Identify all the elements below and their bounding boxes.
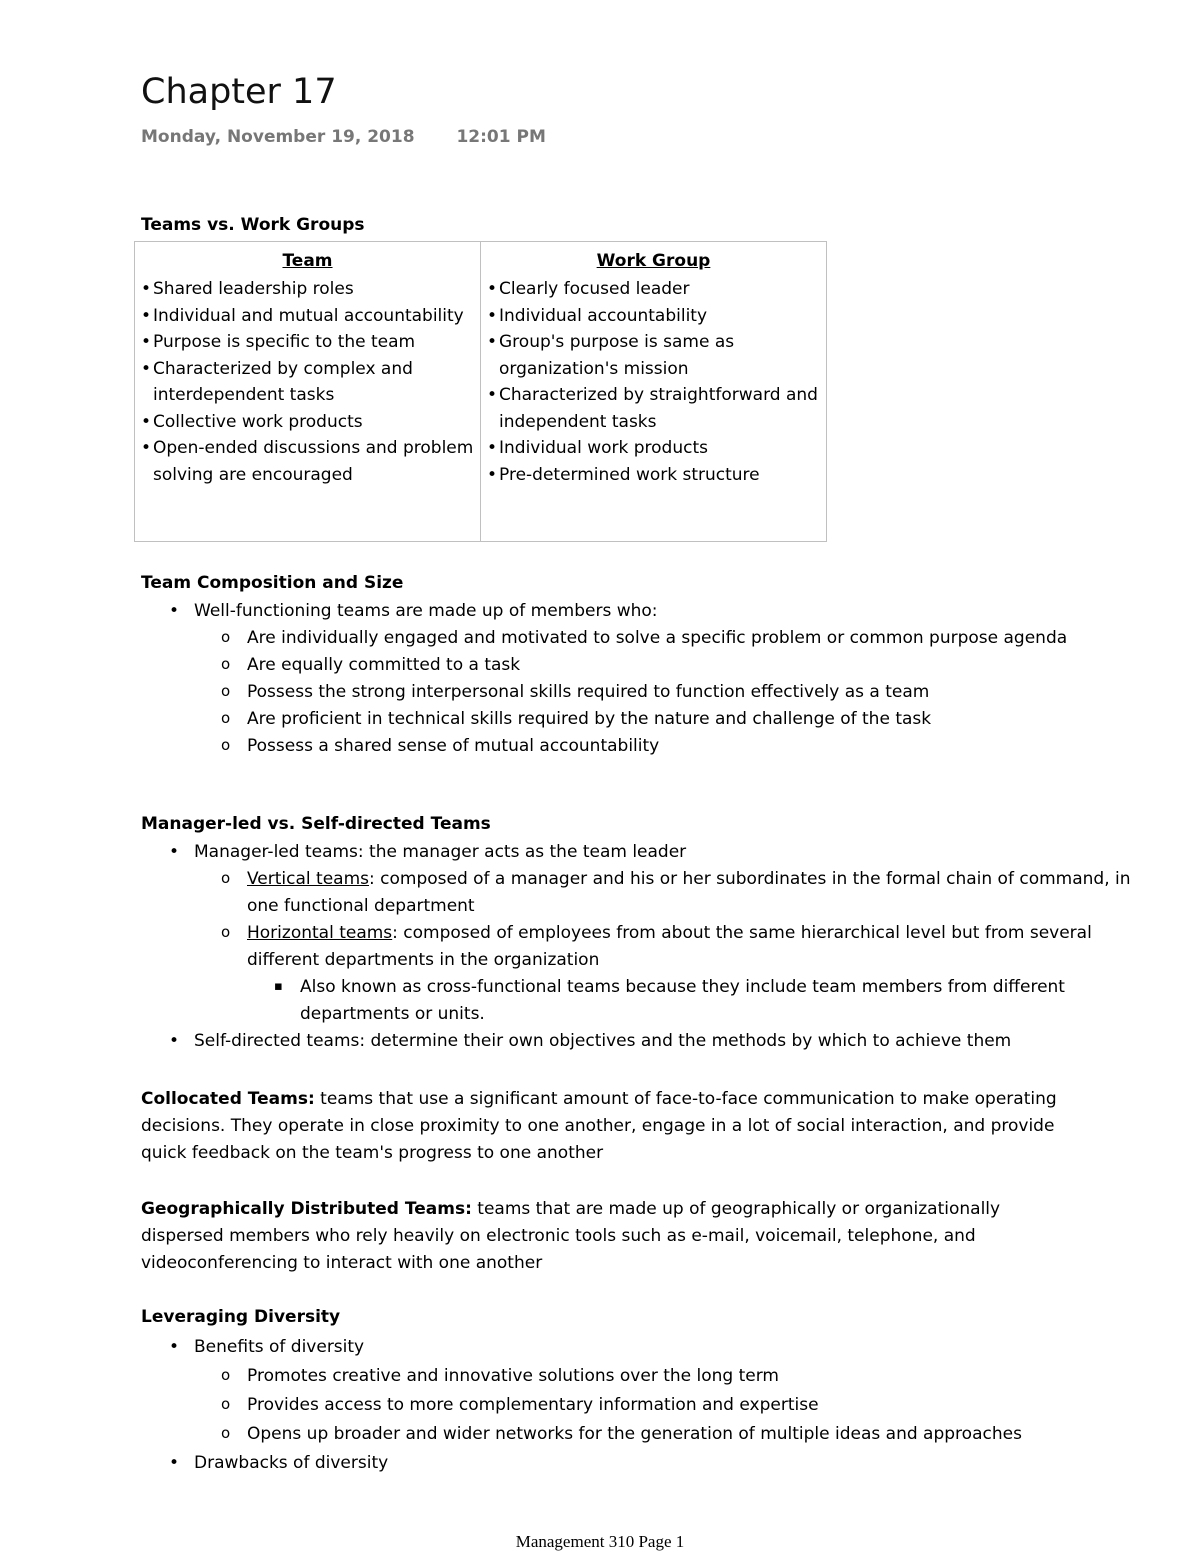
list-item: • Individual work products (487, 435, 820, 462)
team-list (141, 276, 474, 488)
list-item: o Are individually engaged and motivated to solve a specific problem or common purpose agenda (141, 625, 1141, 652)
list-item: • Manager-led teams: the manager acts as the team leader (141, 839, 1141, 866)
list-item: o Possess a shared sense of mutual accountability (141, 733, 1141, 760)
list-item: • Purpose is specific to the team (141, 329, 474, 356)
list-item: • Self-directed teams: determine their own objectives and the methods by which to achieve them (141, 1028, 1141, 1055)
collocated-text: teams that use a significant amount of face-to-face communication to make operating decisions. They operate in close proximity to one another, engage in a lot of social interaction, and provide quick feedback on the team's progress to one another (141, 1089, 1057, 1163)
list-item: o Are proficient in technical skills required by the nature and challenge of the task (141, 706, 1141, 733)
list-item: o Are equally committed to a task (141, 652, 1141, 679)
heading-teams-vs-groups: Teams vs. Work Groups (141, 215, 365, 235)
list-item: • Shared leadership roles (141, 276, 474, 303)
list-item: o Opens up broader and wider networks for the generation of multiple ideas and approaches (141, 1420, 1141, 1449)
heading-diversity: Leveraging Diversity (141, 1307, 341, 1327)
vertical-teams-term: Vertical teams (247, 869, 369, 889)
collocated-paragraph (141, 1086, 1081, 1167)
list-item: • Benefits of diversity (141, 1333, 1141, 1362)
list-item: • Collective work products (141, 409, 474, 436)
horizontal-teams-text: : composed of employees from about the same hierarchical level but from several different departments in the organization (247, 923, 1092, 970)
list-item: • Individual accountability (487, 303, 820, 330)
table-row (135, 242, 827, 542)
list-item: • Individual and mutual accountability (141, 303, 474, 330)
distributed-paragraph (141, 1196, 1081, 1277)
comparison-table (134, 241, 827, 542)
list-item: o Provides access to more complementary information and expertise (141, 1391, 1141, 1420)
list-item (141, 920, 1141, 974)
group-column (481, 242, 827, 542)
page-datetime (141, 127, 546, 147)
distributed-term: Geographically Distributed Teams: (141, 1199, 472, 1219)
group-column-header: Work Group (596, 251, 711, 271)
manager-led-list (141, 839, 1141, 1055)
group-list (487, 276, 820, 488)
list-item (141, 866, 1141, 920)
list-item: • Clearly focused leader (487, 276, 820, 303)
list-item: o Promotes creative and innovative solutions over the long term (141, 1362, 1141, 1391)
vertical-teams-text: : composed of a manager and his or her subordinates in the formal chain of command, in one functional department (247, 869, 1131, 916)
list-item: o Possess the strong interpersonal skills required to function effectively as a team (141, 679, 1141, 706)
team-column-header: Team (282, 251, 333, 271)
page-date: Monday, November 19, 2018 (141, 127, 415, 147)
horizontal-teams-term: Horizontal teams (247, 923, 393, 943)
list-item: • Well-functioning teams are made up of members who: (141, 598, 1141, 625)
list-item: • Drawbacks of diversity (141, 1449, 1141, 1478)
composition-list (141, 598, 1141, 760)
heading-composition: Team Composition and Size (141, 573, 404, 593)
list-item: • Group's purpose is same as organization's mission (487, 329, 820, 382)
list-item: • Open-ended discussions and problem solving are encouraged (141, 435, 474, 488)
heading-manager-led: Manager-led vs. Self-directed Teams (141, 814, 491, 834)
list-item: ▪ Also known as cross-functional teams because they include team members from different departments or units. (141, 974, 1141, 1028)
page-title: Chapter 17 (141, 72, 337, 112)
collocated-term: Collocated Teams: (141, 1089, 315, 1109)
list-item: • Characterized by straightforward and independent tasks (487, 382, 820, 435)
distributed-text: teams that are made up of geographically or organizationally dispersed members who rely heavily on electronic tools such as e-mail, voicemail, telephone, and videoconferencing to interact with one another (141, 1199, 1001, 1273)
list-item: • Characterized by complex and interdependent tasks (141, 356, 474, 409)
page-time: 12:01 PM (456, 127, 546, 147)
team-column (135, 242, 481, 542)
list-item: • Pre-determined work structure (487, 462, 820, 489)
diversity-list (141, 1333, 1141, 1478)
page-footer: Management 310 Page 1 (515, 1532, 685, 1551)
